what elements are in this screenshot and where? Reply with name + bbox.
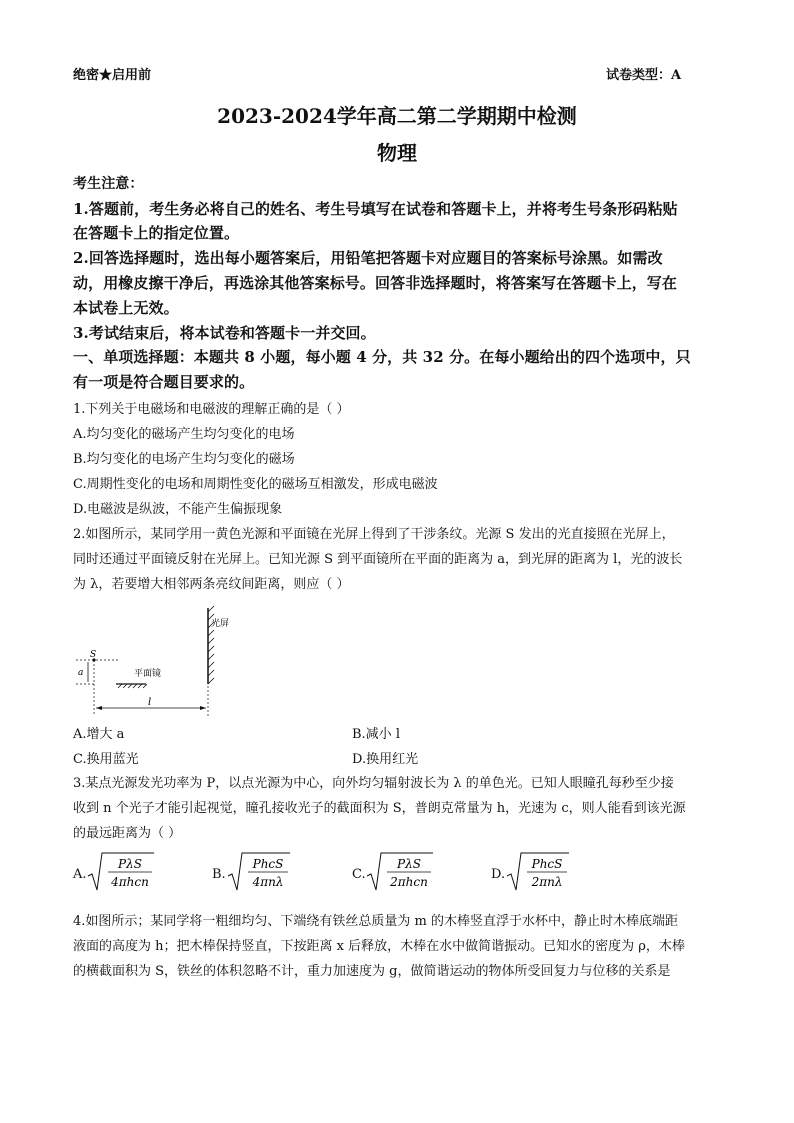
section-heading: 一、单项选择题：本题共 8 小题，每小题 4 分，共 32 分。在每小题给出的四个选项中，只 (73, 348, 691, 366)
source-label: S (90, 650, 97, 660)
question-3-option-d-label: D. (491, 867, 506, 882)
notice-line: 2.回答选择题时，选出每小题答案后，用铅笔把答题卡对应题目的答案标号涂黑。如需改 (73, 249, 663, 267)
question-3-stem-line: 的最远距离为（ ） (73, 826, 182, 841)
notice-line: 动，用橡皮擦干净后，再选涂其他答案标号。回答非选择题时，将答案写在答题卡上，写在 (73, 274, 678, 292)
notice-line: 3.考试结束后，将本试卷和答题卡一并交回。 (73, 324, 376, 342)
subject-title: 物理 (377, 141, 417, 165)
svg-text:PλS: PλS (397, 857, 421, 871)
confidentiality-label: 绝密★启用前 (73, 68, 152, 83)
question-3-option-c-label: C. (352, 867, 366, 882)
paper-type-label: 试卷类型：A (606, 68, 682, 83)
question-3-option-c-formula (365, 850, 435, 894)
question-4-stem-line: 的横截面积为 S，铁丝的体积忽略不计，重力加速度为 g，做简谐运动的物体所受回复力与位移的关系是 (73, 964, 671, 979)
svg-text:PλS: PλS (118, 857, 142, 871)
light-screen-hatch (208, 606, 214, 684)
question-3-option-d-formula (505, 850, 571, 894)
question-1-option-c: C.周期性变化的电场和周期性变化的磁场互相激发，形成电磁波 (73, 477, 438, 492)
question-4-stem-line: 液面的高度为 h；把木棒保持竖直，下按距离 x 后释放，木棒在水中做简谐振动。已知水的密度为 ρ，木棒 (73, 939, 685, 954)
question-2-stem-line: 2.如图所示，某同学用一黄色光源和平面镜在光屏上得到了干涉条纹。光源 S 发出的光直接照在光屏上， (73, 527, 675, 542)
notice-line: 在答题卡上的指定位置。 (73, 224, 240, 242)
a-label: a (78, 668, 84, 678)
question-1-option-a: A.均匀变化的磁场产生均匀变化的电场 (73, 427, 295, 442)
question-1-option-d: D.电磁波是纵波，不能产生偏振现象 (73, 502, 283, 517)
exam-title: 2023-2024学年高二第二学期期中检测 (217, 104, 577, 128)
svg-text:PhcS: PhcS (252, 857, 284, 871)
svg-text:2πhcn: 2πhcn (390, 875, 428, 889)
question-1-stem: 1.下列关于电磁场和电磁波的理解正确的是（ ） (73, 402, 350, 417)
question-3-option-a-label: A. (73, 867, 87, 882)
notice-line: 1.答题前，考生务必将自己的姓名、考生号填写在试卷和答题卡上，并将考生号条形码粘贴 (73, 200, 678, 218)
question-2-option-b: B.减小 l (352, 727, 400, 742)
interference-figure (72, 600, 230, 720)
svg-text:4πnλ: 4πnλ (252, 875, 284, 889)
svg-text:2πnλ: 2πnλ (531, 875, 563, 889)
question-4-stem-line: 4.如图所示；某同学将一粗细均匀、下端绕有铁丝总质量为 m 的木棒竖直浮于水杯中，静止时木棒底端距 (73, 914, 678, 929)
svg-text:PhcS: PhcS (531, 857, 563, 871)
question-3-option-b-label: B. (212, 867, 226, 882)
l-arrow-right (200, 706, 206, 710)
question-3-stem-line: 收到 n 个光子才能引起视觉，瞳孔接收光子的截面积为 S，普朗克常量为 h，光速为 c，则人能看到该光源 (73, 801, 686, 816)
question-2-option-d: D.换用红光 (352, 752, 419, 767)
question-2-option-a: A.增大 a (73, 727, 125, 742)
screen-label: 光屏 (211, 619, 230, 629)
question-3-option-a-formula (86, 850, 156, 894)
notice-line: 本试卷上无效。 (73, 299, 179, 317)
l-arrow-left (96, 706, 102, 710)
question-2-stem-line: 为 λ，若要增大相邻两条亮纹间距离，则应（ ） (73, 577, 350, 592)
l-label: l (148, 697, 152, 708)
question-2-stem-line: 同时还通过平面镜反射在光屏上。已知光源 S 到平面镜所在平面的距离为 a，到光屏的距离为 l，光的波长 (73, 552, 683, 567)
question-3-option-b-formula (226, 850, 292, 894)
svg-text:4πhcn: 4πhcn (111, 875, 149, 889)
question-3-stem-line: 3.某点光源发光功率为 P，以点光源为中心，向外均匀辐射波长为 λ 的单色光。已知人眼瞳孔每秒至少接 (73, 776, 674, 791)
section-heading: 有一项是符合题目要求的。 (73, 373, 255, 391)
mirror-label: 平面镜 (134, 669, 162, 679)
question-1-option-b: B.均匀变化的电场产生均匀变化的磁场 (73, 452, 295, 467)
notice-heading: 考生注意： (73, 176, 144, 192)
question-2-option-c: C.换用蓝光 (73, 752, 139, 767)
